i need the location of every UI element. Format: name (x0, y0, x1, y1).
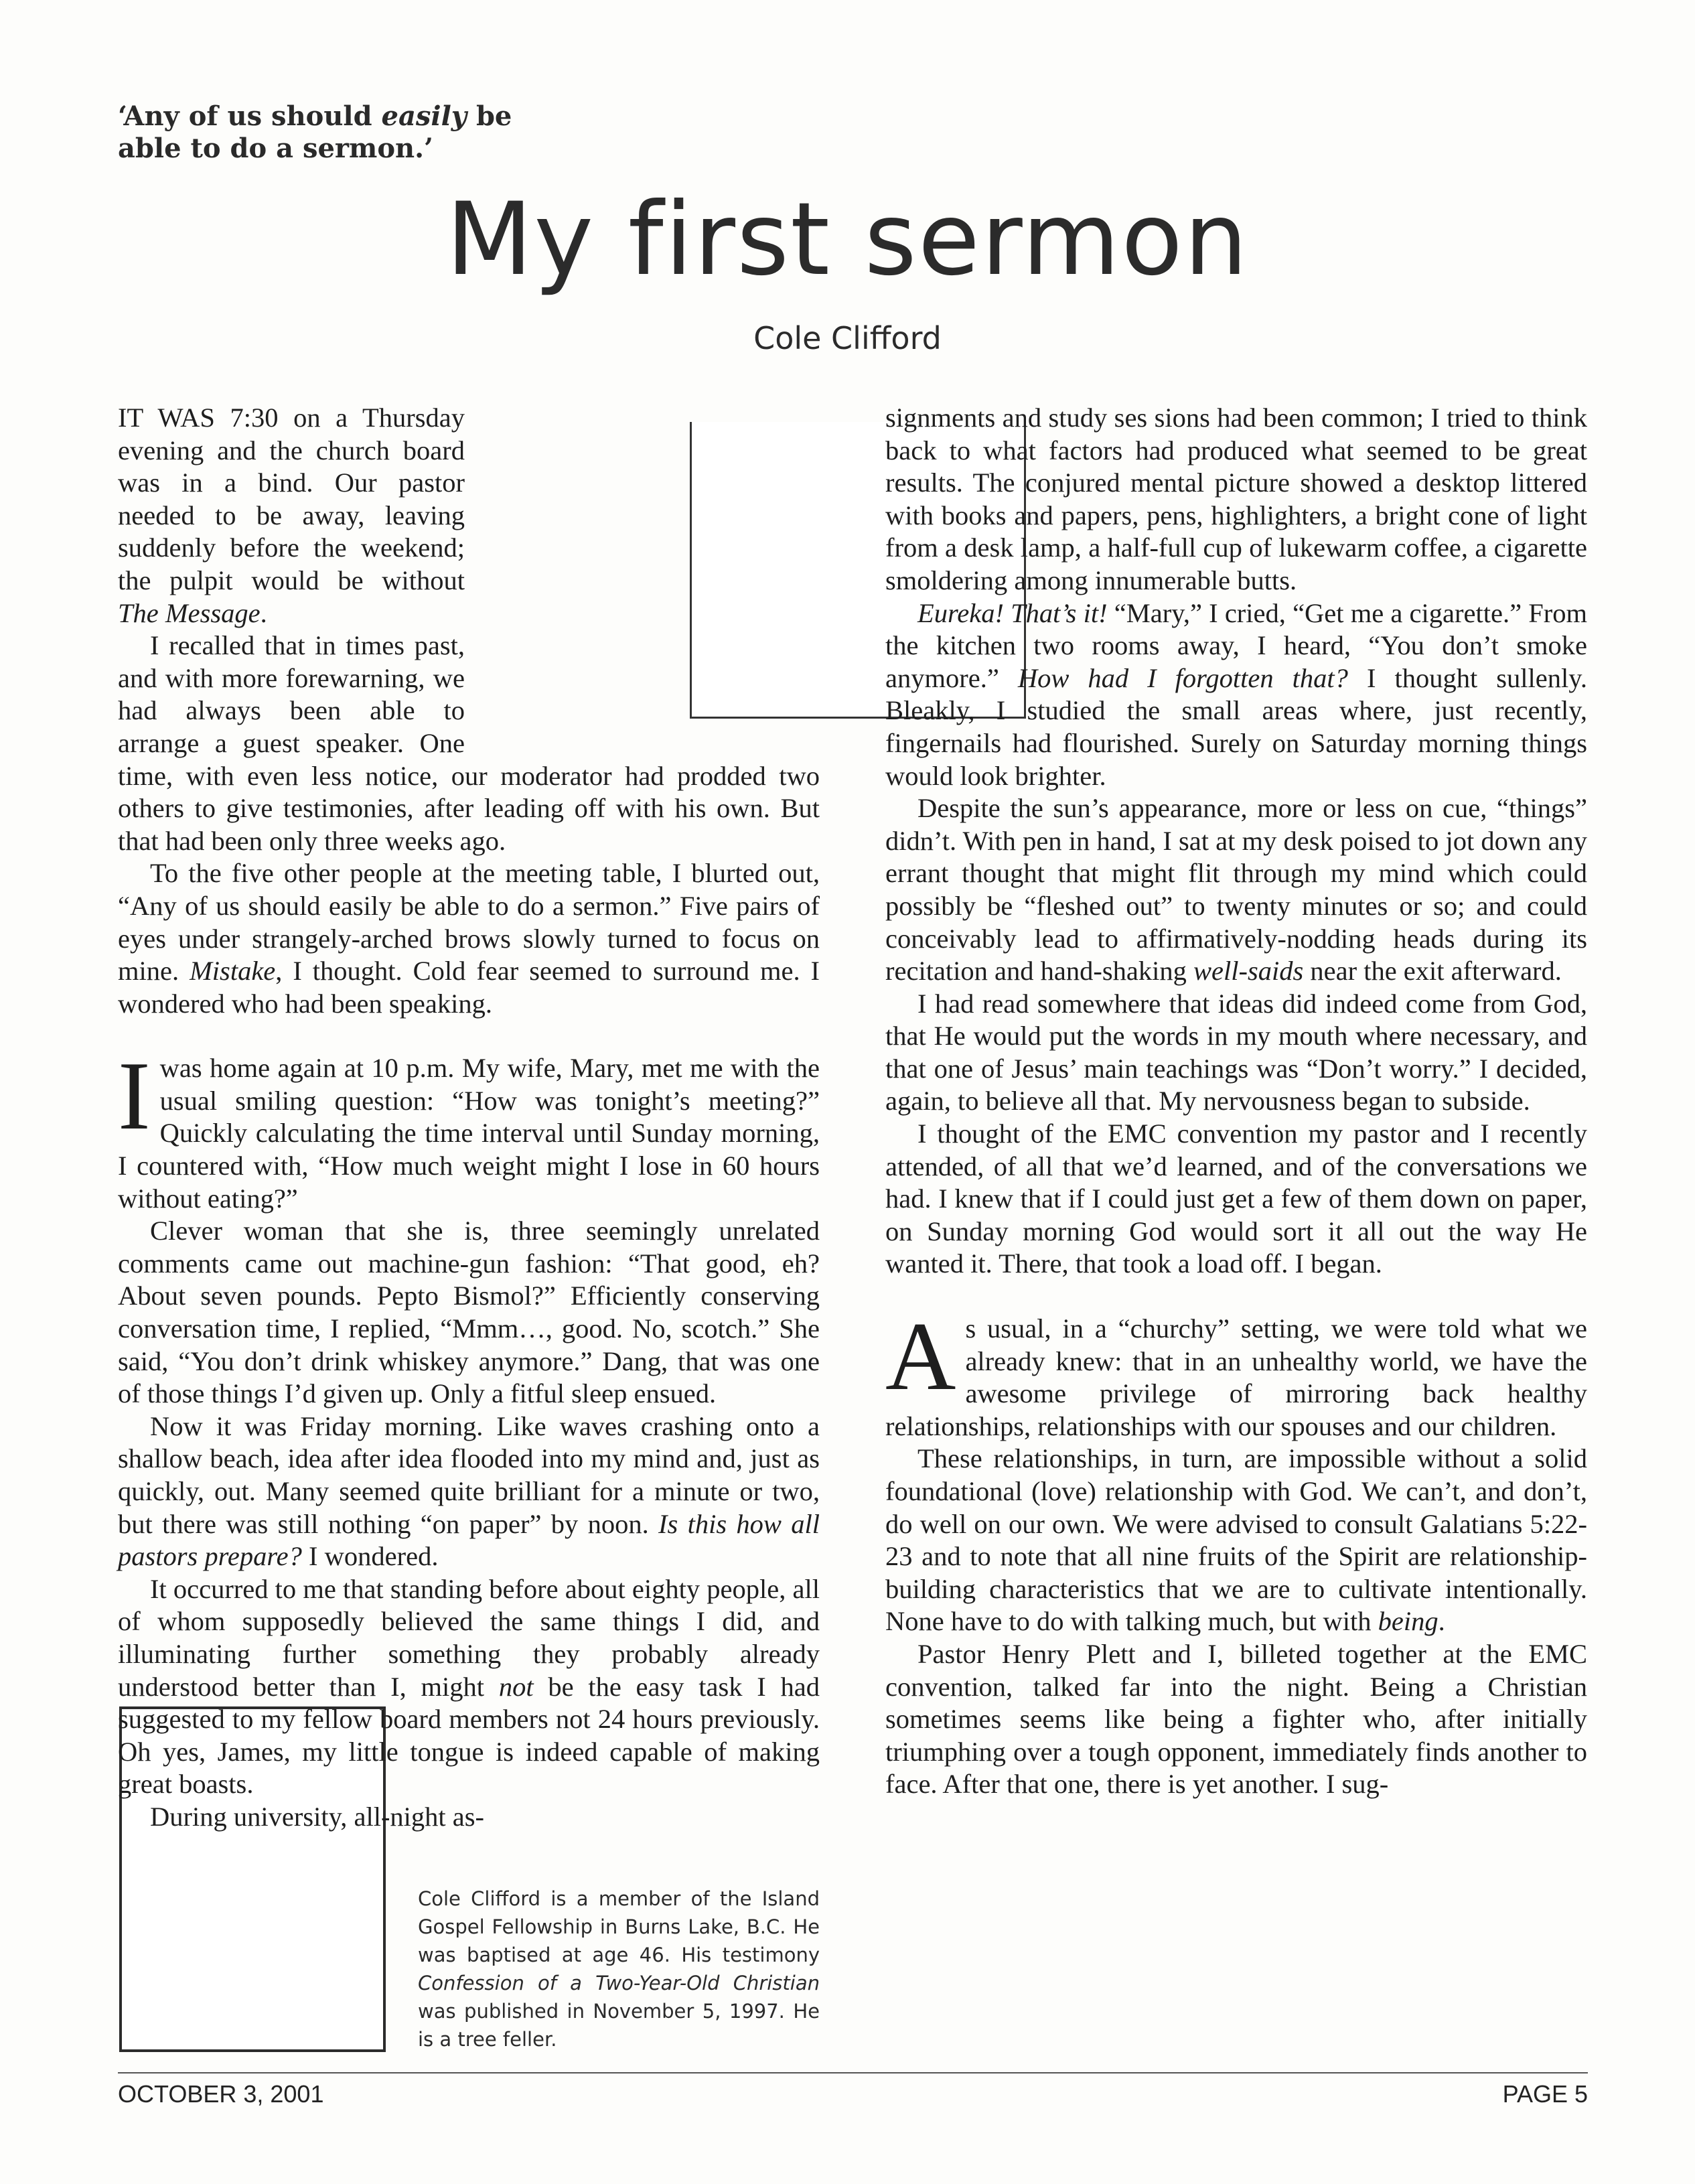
footer-date: OCTOBER 3, 2001 (118, 2080, 324, 2108)
paragraph (885, 1443, 1587, 1638)
text: I wondered. (301, 1541, 439, 1572)
article-column-left (118, 402, 820, 1834)
text-italic: well-saids (1193, 956, 1304, 987)
text: near the exit afterward. (1303, 956, 1562, 987)
paragraph: I thought of the EMC convention my pastor and I recently attended, of all that we’d learned, and of the conversations we had. I knew that if I could just get a few of them down on paper, on Sunday morning God would sort it all out the way He wanted it. There, that took a load off. I began. (885, 1118, 1587, 1279)
text: . (260, 597, 267, 628)
pull-quote-text-b: be able to do a sermon.’ (118, 100, 512, 164)
drop-cap: A (885, 1302, 956, 1411)
paragraph (118, 1410, 820, 1573)
footer-page-number: PAGE 5 (1502, 2080, 1588, 2108)
text-italic: Eureka! That’s it! (917, 597, 1108, 628)
paragraph: I recalled that in times past, and with more forewarning, we had always been able to arrange a guest speaker. One time, with even less notice, our moderator had prodded two others to give testimonies, after leading off with his own. But that had been only three weeks ago. (118, 630, 820, 856)
text: I thought sullenly. Bleakly, I studied the small areas where, just recently, fingernails had flourished. Surely on Saturday morning things would look brighter. (885, 662, 1587, 791)
paragraph: During university, all-night as- (150, 1801, 485, 1832)
article-byline: Cole Clifford (753, 320, 942, 356)
text: , I thought. Cold fear seemed to surround me. I wondered who had been speaking. (118, 956, 820, 1019)
text: was published in November 5, 1997. He is a tree feller. (418, 2000, 820, 2051)
text-italic: Mistake (190, 956, 276, 987)
text: IT WAS 7:30 on a Thursday evening and the church board was in a bind. Our pastor needed to be away, leaving suddenly before the weekend; the pulpit would be without (118, 403, 465, 595)
section-break (885, 1281, 1587, 1313)
section-break (118, 1020, 820, 1052)
pull-quote (118, 100, 520, 165)
text: It occurred to me that standing before about eighty people, all of whom supposedly believed the same things I did, and illuminating further something they probably already understood better than I, might (118, 1573, 820, 1702)
article-headline: My first sermon (445, 181, 1250, 298)
text-italic: Is this how all pastors prepare? (118, 1508, 820, 1572)
text: These relationships, in turn, are impossible without a solid foundational (love) relationship with God. We can’t, and don’t, do well on our own. We were advised to consult Galatians 5:22-23 and to note that all nine fruits of the Spirit are relationship-building characteristics that we are to cultivate intentionally. None have to do with talking much, but with (885, 1443, 1587, 1637)
paragraph: signments and study ses sions had been common; I tried to think back to what factors had produced what seemed to be great results. The conjured mental picture showed a desktop littered with books and papers, pens, highlighters, a bright cone of light from a desk lamp, a half-full cup of lukewarm coffee, a cigarette smoldering among innumerable butts. (885, 403, 1587, 595)
text-italic: not (498, 1671, 534, 1702)
article-column-right (885, 402, 1587, 1801)
paragraph (118, 1041, 820, 1215)
text: Cole Clifford is a member of the Island Gospel Fellowship in Burns Lake, B.C. He was baptised at age 46. His testimony (418, 1887, 820, 1966)
text-italic: The Message (118, 597, 261, 628)
paragraph: I had read somewhere that ideas did indeed come from God, that He would put the words in my mouth where necessary, and that one of Jesus’ main teachings was “Don’t worry.” I decided, again, to believe all that. My nervousness began to subside. (885, 988, 1587, 1116)
footer-rule (118, 2072, 1588, 2073)
paragraph: Pastor Henry Plett and I, billeted together at the EMC convention, talked far into the night. Being a Christian sometimes seems like being a fighter who, after initially triumphing over a tough opponent, immediately finds another to face. After that one, there is yet another. I sug- (885, 1638, 1587, 1800)
drop-cap: I (118, 1041, 151, 1151)
text-italic: Confession of a Two-Year-Old Christian (418, 1972, 820, 1994)
text: was home again at 10 p.m. My wife, Mary, met me with the usual smiling question: “How was tonight’s meeting?” Quickly calculating the time interval until Sunday morning, I countered with, “How much weight might I lose in 60 hours without eating?” (118, 1053, 820, 1214)
paragraph (118, 1573, 820, 1801)
text: . (1438, 1606, 1445, 1637)
author-bio-caption (418, 1885, 820, 2053)
paragraph (885, 792, 1587, 988)
text: Despite the sun’s appearance, more or less on cue, “things” didn’t. With pen in hand, I sat at my desk poised to jot down any errant thought that might flit through my mind which could possibly be “fleshed out” to twenty minutes or so; and could conceivably lead to affirmatively-nodding heads during its recitation and hand-shaking (885, 793, 1587, 987)
text-italic: How had I forgotten that? (1017, 662, 1348, 693)
text: be the easy task I had suggested to my fellow board members not 24 hours previously. Oh yes, James, my little tongue is indeed capable of making great boasts. (118, 1671, 820, 1800)
pull-quote-text-a: ‘Any of us should (118, 100, 382, 132)
text-italic: being (1378, 1606, 1439, 1637)
text: “Mary,” I cried, “Get me a cigarette.” From the kitchen two rooms away, I heard, “You don’t smoke anymore.” (885, 597, 1587, 693)
text: To the five other people at the meeting table, I blurted out, “Any of us should easily be able to do a sermon.” Five pairs of eyes under strangely-arched brows slowly turned to focus on mine. (118, 858, 820, 987)
paragraph (885, 1302, 1587, 1443)
paragraph (118, 857, 820, 1020)
photo-wrap-spacer (481, 402, 820, 730)
paragraph (885, 597, 1587, 793)
pull-quote-emphasis: easily (381, 100, 467, 132)
text: s usual, in a “churchy” setting, we were told what we already knew: that in an unhealthy world, we have the awesome privilege of mirroring back healthy relationships, relationships with our spouses and our children. (885, 1313, 1587, 1441)
paragraph: Clever woman that she is, three seemingly unrelated comments came out machine-gun fashion: “That good, eh? About seven pounds. Pepto Bismol?” Efficiently conserving conversation time, I replied, “Mmm…, good. No, scotch.” She said, “You don’t drink whiskey anymore.” Dang, that was one of those things I’d given up. Only a fitful sleep ensued. (118, 1216, 820, 1409)
text: Now it was Friday morning. Like waves crashing onto a shallow beach, idea after idea flooded into my mind and, just as quickly, out. Many seemed quite brilliant for a minute or two, but there was still nothing “on paper” by noon. (118, 1410, 820, 1539)
